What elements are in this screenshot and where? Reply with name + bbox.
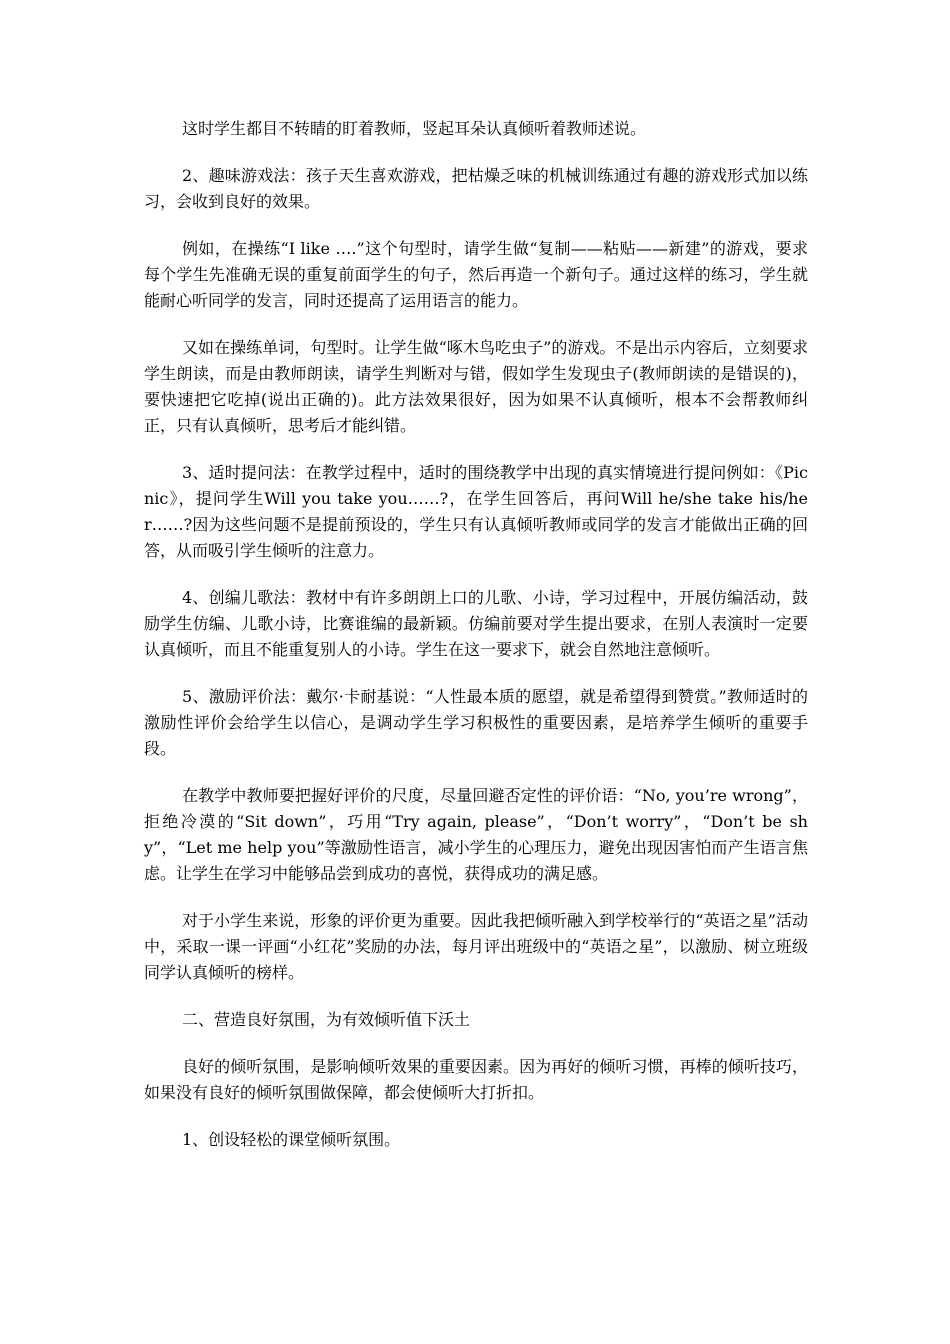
paragraph-4: 又如在操练单词，句型时。让学生做“啄木鸟吃虫子”的游戏。不是出示内容后，立刻要求学生朗读，而是由教师朗读，请学生判断对与错，假如学生发现虫子(教师朗读的是错误的)，要快速把它吃掉(说出正确的)。此方法效果很好，因为如果不认真倾听，根本不会帮教师纠正，只有认真倾听，思考后才能纠错。: [144, 338, 808, 435]
paragraph-3: 例如，在操练“I like ….”这个句型时，请学生做“复制——粘贴——新建”的游戏，要求每个学生先准确无误的重复前面学生的句子，然后再造一个新句子。通过这样的练习，学生就能耐心听同学的发言，同时还提高了运用语言的能力。: [144, 239, 808, 310]
paragraph-9: 对于小学生来说，形象的评价更为重要。因此我把倾听融入到学校举行的“英语之星”活动中，采取一课一评画“小红花”奖励的办法，每月评出班级中的“英语之星”，以激励、树立班级同学认真倾听的榜样。: [144, 911, 808, 982]
paragraph-6: 4、创编儿歌法：教材中有许多朗朗上口的儿歌、小诗，学习过程中，开展仿编活动，鼓励学生仿编、儿歌小诗，比赛谁编的最新颖。仿编前要对学生提出要求，在别人表演时一定要认真倾听，而且不能重复别人的小诗。学生在这一要求下，就会自然地注意倾听。: [144, 588, 808, 659]
document-body: [144, 116, 808, 1174]
paragraph-1: 这时学生都目不转睛的盯着教师，竖起耳朵认真倾听着教师述说。: [182, 119, 647, 138]
paragraph-5: 3、适时提问法：在教学过程中，适时的围绕教学中出现的真实情境进行提问例如：《Picnic》，提问学生Will you take you……?，在学生回答后，再问Will he/she take his/her……?因为这些问题不是提前预设的，学生只有认真倾听教师或同学的发言才能做出正确的回答，从而吸引学生倾听的注意力。: [144, 463, 808, 560]
paragraph-7: 5、激励评价法：戴尔·卡耐基说：“人性最本质的愿望，就是希望得到赞赏。”教师适时的激励性评价会给学生以信心，是调动学生学习积极性的重要因素，是培养学生倾听的重要手段。: [144, 687, 808, 758]
paragraph-10: 良好的倾听氛围，是影响倾听效果的重要因素。因为再好的倾听习惯，再棒的倾听技巧，如果没有良好的倾听氛围做保障，都会使倾听大打折扣。: [144, 1057, 808, 1102]
section-heading: 二、营造良好氛围，为有效倾听值下沃土: [182, 1010, 471, 1029]
paragraph-2: 2、趣味游戏法：孩子天生喜欢游戏，把枯燥乏味的机械训练通过有趣的游戏形式加以练习，会收到良好的效果。: [144, 166, 808, 211]
subsection-heading: 1、创设轻松的课堂倾听氛围。: [182, 1130, 401, 1149]
paragraph-8: 在教学中教师要把握好评价的尺度，尽量回避否定性的评价语：“No, you’re wrong”，拒绝冷漠的“Sit down”，巧用“Try again, please”，“Don’t worry”，“Don’t be shy”，“Let me help you”等激励性语言，减小学生的心理压力，避免出现因害怕而产生语言焦虑。让学生在学习中能够品尝到成功的喜悦，获得成功的满足感。: [144, 786, 808, 883]
